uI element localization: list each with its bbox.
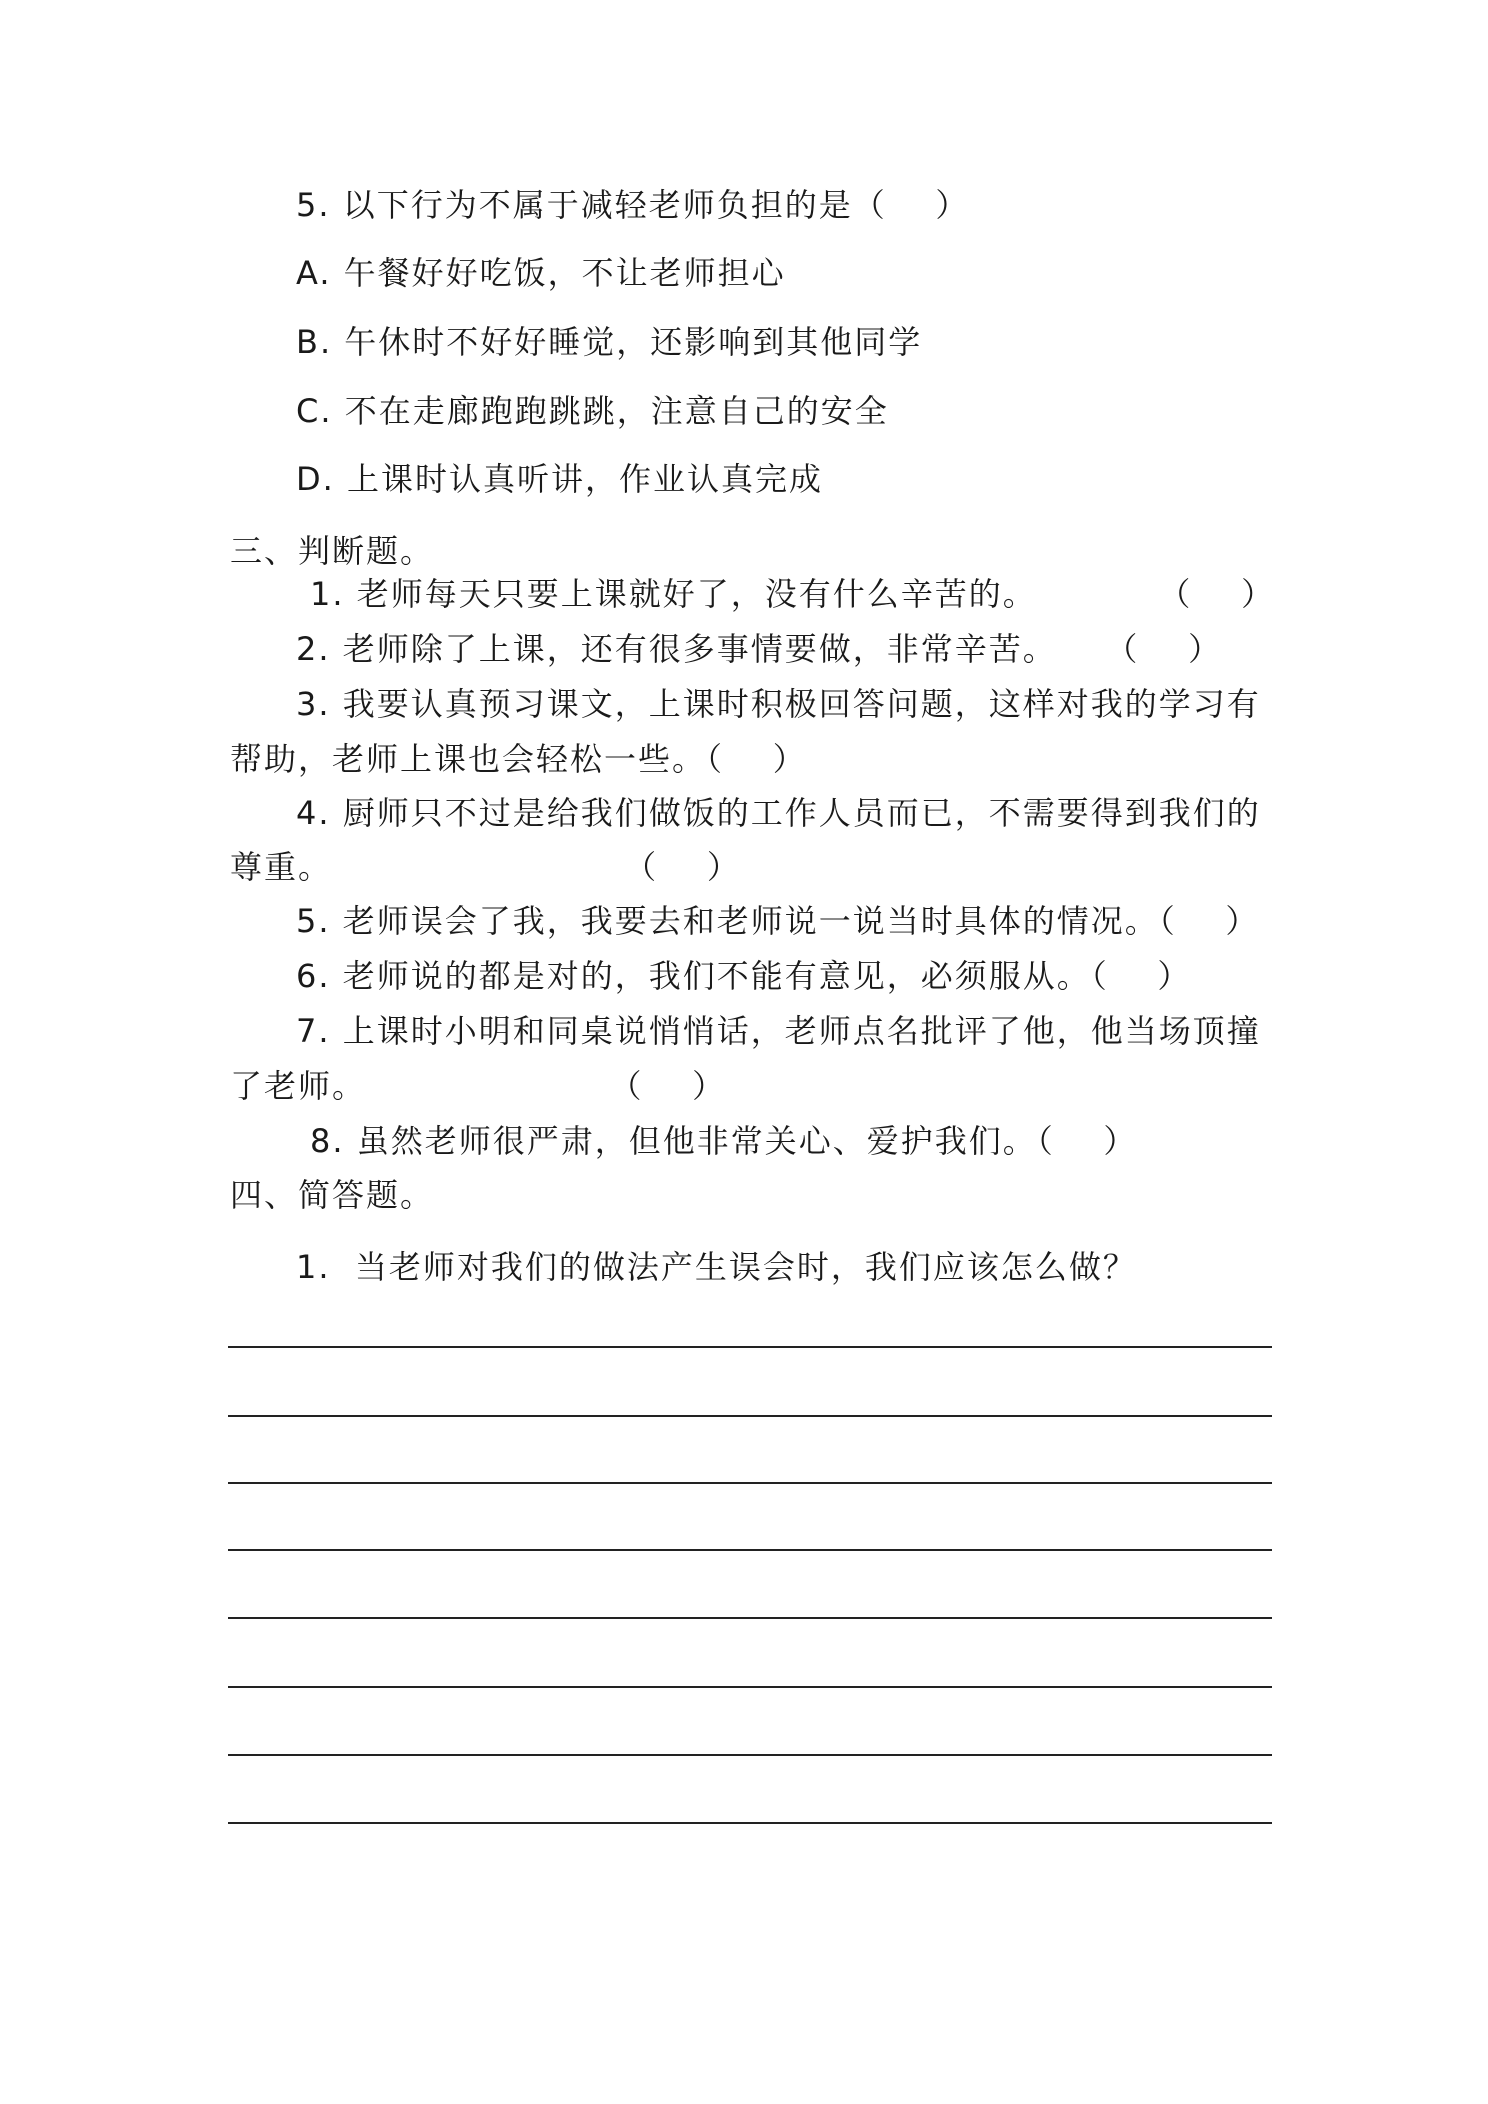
judge-item-2: 2. 老师除了上课，还有很多事情要做，非常辛苦。 （ ） [296, 630, 1223, 668]
answer-line[interactable] [228, 1415, 1272, 1417]
judge-item-6: 6. 老师说的都是对的，我们不能有意见，必须服从。（ ） [296, 957, 1192, 995]
section-4-title: 四、简答题。 [230, 1176, 435, 1214]
judge-item-5: 5. 老师误会了我，我要去和老师说一说当时具体的情况。（ ） [296, 902, 1260, 940]
answer-line[interactable] [228, 1549, 1272, 1551]
judge-item-4: 4. 厨师只不过是给我们做饭的工作人员而已，不需要得到我们的 [296, 794, 1261, 832]
answer-line[interactable] [228, 1822, 1272, 1824]
option-a: A. 午餐好好吃饭，不让老师担心 [296, 254, 786, 292]
judge-item-3-cont: 帮助，老师上课也会轻松一些。（ ） [230, 740, 807, 778]
judge-item-4-cont: 尊重。 （ ） [230, 848, 741, 886]
section-3-title: 三、判断题。 [230, 532, 435, 570]
answer-line[interactable] [228, 1686, 1272, 1688]
answer-line[interactable] [228, 1754, 1272, 1756]
question-5-stem: 5. 以下行为不属于减轻老师负担的是（ ） [296, 186, 970, 224]
judge-item-1: 1. 老师每天只要上课就好了，没有什么辛苦的。 （ ） [310, 575, 1276, 613]
answer-line[interactable] [228, 1482, 1272, 1484]
judge-item-3: 3. 我要认真预习课文，上课时积极回答问题，这样对我的学习有 [296, 685, 1261, 723]
option-b: B. 午休时不好好睡觉，还影响到其他同学 [296, 323, 923, 361]
judge-item-7-cont: 了老师。 （ ） [230, 1067, 727, 1105]
short-answer-question-1: 1. 当老师对我们的做法产生误会时，我们应该怎么做？ [296, 1248, 1137, 1286]
judge-item-7: 7. 上课时小明和同桌说悄悄话，老师点名批评了他，他当场顶撞 [296, 1012, 1261, 1050]
option-c: C. 不在走廊跑跑跳跳，注意自己的安全 [296, 392, 889, 430]
option-d: D. 上课时认真听讲，作业认真完成 [296, 460, 823, 498]
judge-item-8: 8. 虽然老师很严肃，但他非常关心、爱护我们。（ ） [310, 1122, 1138, 1160]
answer-line[interactable] [228, 1617, 1272, 1619]
answer-line[interactable] [228, 1346, 1272, 1348]
